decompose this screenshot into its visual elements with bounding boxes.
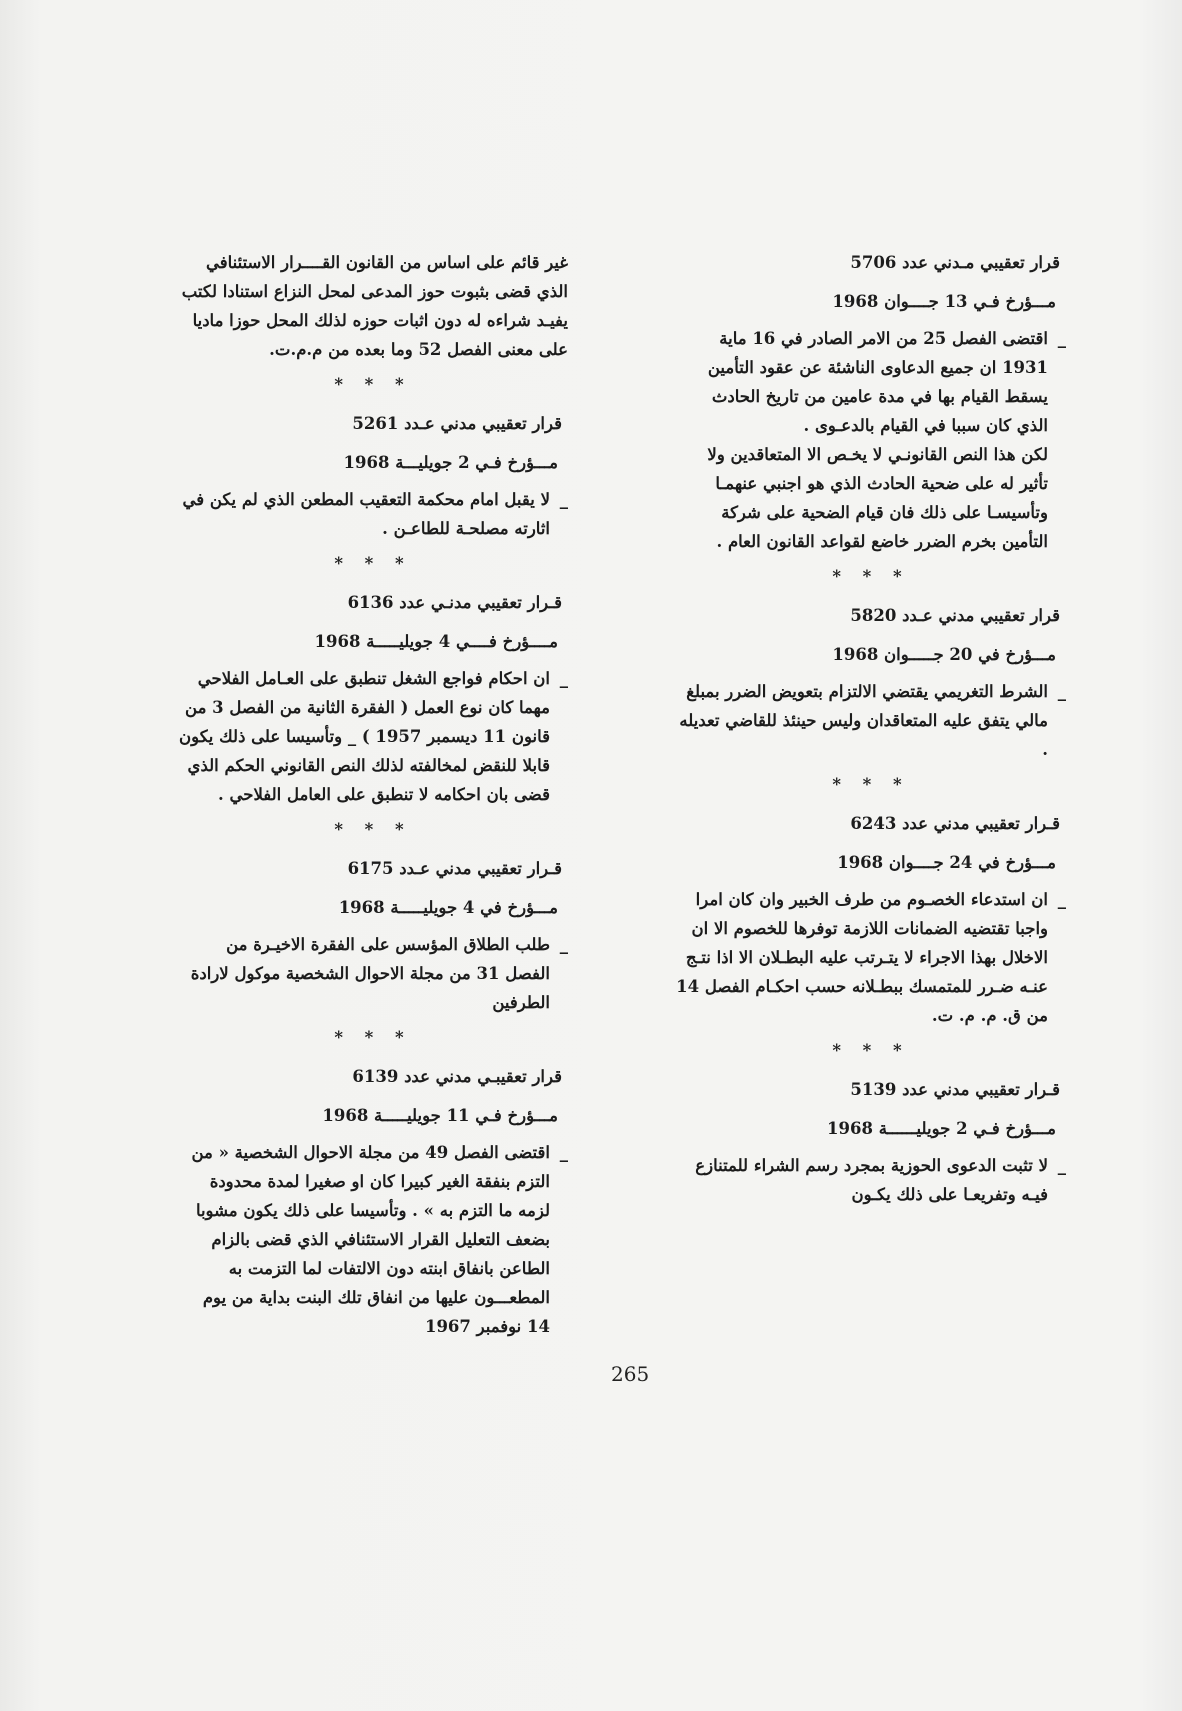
ruling-body	[676, 885, 1066, 1030]
ruling-paragraph: غير قائم على اساس من القانون القــــرار الاستئنافي الذي قضى بثبوت حوز المدعى لمحل النزاع استنادا لكتب يفيـد شراءه له دون اثبات حوزه لذلك المحل حوزا ماديا على معنى الفصل 52 وما بعده من م.م.ت.	[181, 253, 568, 359]
ruling-section	[178, 588, 568, 809]
bullet-dash: _	[1057, 329, 1066, 348]
bullet-dash: _	[559, 669, 568, 688]
ruling-date: مـــؤرخ في 4 جويليـــــة 1968	[338, 898, 558, 917]
ruling-section	[178, 854, 568, 1017]
ruling-heading: قـرار تعقيبي مدني عدد 6243	[850, 814, 1060, 833]
ruling-body	[676, 1151, 1066, 1209]
ruling-section	[178, 409, 568, 543]
ruling-body	[178, 1138, 568, 1341]
separator-stars: * * *	[832, 775, 910, 794]
ruling-section	[676, 1075, 1066, 1209]
page-number: 265	[611, 1362, 650, 1386]
ruling-paragraph: الشرط التغريمي يقتضي الالتزام بتعويض الضرر بمبلغ مالي يتفق عليه المتعاقدان وليس حينئذ للقاضي تعديله .	[679, 682, 1048, 759]
ruling-section	[676, 248, 1066, 556]
ruling-paragraph: ان احكام فواجع الشغل تنطبق على العـامل الفلاحي مهما كان نوع العمل ( الفقرة الثانية من الفصل 3 من قانون 11 ديسمبر 1957 ) _ وتأسيسا على ذلك يكون قابلا للنقض لمخالفته لذلك النص القانوني الحكم الذي قضى بان احكامه لا تنطبق على العامل الفلاحي .	[179, 669, 550, 804]
ruling-heading: قـرار تعقيبي مدني عـدد 6175	[347, 859, 562, 878]
ruling-section	[178, 1062, 568, 1341]
bullet-dash: _	[559, 935, 568, 954]
ruling-date: مـــؤرخ فـي 11 جويليـــــة 1968	[322, 1106, 558, 1125]
ruling-date: مـــؤرخ في 24 جــــوان 1968	[837, 853, 1056, 872]
separator-stars: * * *	[832, 1041, 910, 1060]
bullet-dash: _	[559, 1143, 568, 1162]
bullet-dash: _	[1057, 890, 1066, 909]
ruling-heading: قرار تعقيبي مدني عـدد 5820	[850, 606, 1060, 625]
ruling-body	[178, 930, 568, 1017]
ruling-paragraph: لكن هذا النص القانونـي لا يخـص الا المتعاقدين ولا تأثير له على ضحية الحادث الذي هو اجنبي عنهمـا وتأسيسـا على ذلك فان قيام الضحية على شركة التأمين بخرم الضرر خاضع لقواعد القانون العام .	[707, 445, 1048, 551]
continued-paragraph	[178, 248, 568, 364]
left-column	[178, 248, 568, 1341]
ruling-date: مـــؤرخ فـي 13 جــــوان 1968	[832, 292, 1056, 311]
separator-stars: * * *	[832, 567, 910, 586]
ruling-heading: قـرار تعقيبي مدنـي عدد 6136	[347, 593, 562, 612]
ruling-paragraph: اقتضى الفصل 25 من الامر الصادر في 16 ماية 1931 ان جميع الدعاوى الناشئة عن عقود التأمين يسقط القيام بها في مدة عامين من تاريخ الحادث الذي كان سببا في القيام بالدعـوى .	[707, 329, 1048, 435]
ruling-heading: قرار تعقيبـي مدني عدد 6139	[352, 1067, 562, 1086]
ruling-date: مـــؤرخ في 20 جـــــوان 1968	[832, 645, 1056, 664]
ruling-heading: قـرار تعقيبي مدني عدد 5139	[850, 1080, 1060, 1099]
ruling-paragraph: ان استدعاء الخصـوم من طرف الخبير وان كان امرا واجبا تقتضيه الضمانات اللازمة توفرها للخصوم الا ان الاخلال بهذا الاجراء لا يتـرتب عليه البطـلان الا اذا نتـج عنـه ضـرر للمتمسك ببطـلانه حسب احكـام الفصل 14 من ق. م. م. ت.	[676, 890, 1048, 1025]
ruling-body	[676, 324, 1066, 556]
ruling-heading: قرار تعقيبي مـدني عدد 5706	[850, 253, 1060, 272]
separator-stars: * * *	[334, 1028, 412, 1047]
ruling-body	[178, 664, 568, 809]
ruling-date: مـــؤرخ فـي 2 جويليـــة 1968	[343, 453, 558, 472]
ruling-paragraph: لا يقبل امام محكمة التعقيب المطعن الذي لم يكن في اثارته مصلحـة للطاعـن .	[182, 490, 550, 538]
ruling-paragraph: اقتضى الفصل 49 من مجلة الاحوال الشخصية « من التزم بنفقة الغير كبيرا كان او صغيرا لمدة محدودة لزمه ما التزم به » . وتأسيسا على ذلك يكون مشوبا بضعف التعليل القرار الاستئنافي الذي قضى بالزام الطاعن بانفاق ابنته دون الالتفات لما التزمت به المطعـــون عليها من انفاق تلك البنت بداية من يوم 14 نوفمبر 1967	[191, 1143, 550, 1336]
right-column	[676, 248, 1066, 1209]
ruling-body	[676, 677, 1066, 764]
separator-stars: * * *	[334, 554, 412, 573]
ruling-date: مــــؤرخ فــــي 4 جويليـــــة 1968	[314, 632, 558, 651]
separator-stars: * * *	[334, 820, 412, 839]
ruling-paragraph: لا تثبت الدعوى الحوزية بمجرد رسم الشراء للمتنازع فيـه وتفريعـا على ذلك يكـون	[695, 1156, 1048, 1204]
bullet-dash: _	[1057, 682, 1066, 701]
bullet-dash: _	[1057, 1156, 1066, 1175]
ruling-date: مـــؤرخ فـي 2 جويليــــــة 1968	[827, 1119, 1056, 1138]
bullet-dash: _	[559, 490, 568, 509]
separator-stars: * * *	[334, 375, 412, 394]
ruling-paragraph: طلب الطلاق المؤسس على الفقرة الاخيـرة من الفصل 31 من مجلة الاحوال الشخصية موكول لارادة الطرفين	[190, 935, 550, 1012]
ruling-section	[676, 809, 1066, 1030]
ruling-heading: قرار تعقيبي مدني عـدد 5261	[352, 414, 562, 433]
ruling-body	[178, 485, 568, 543]
ruling-section	[676, 601, 1066, 764]
